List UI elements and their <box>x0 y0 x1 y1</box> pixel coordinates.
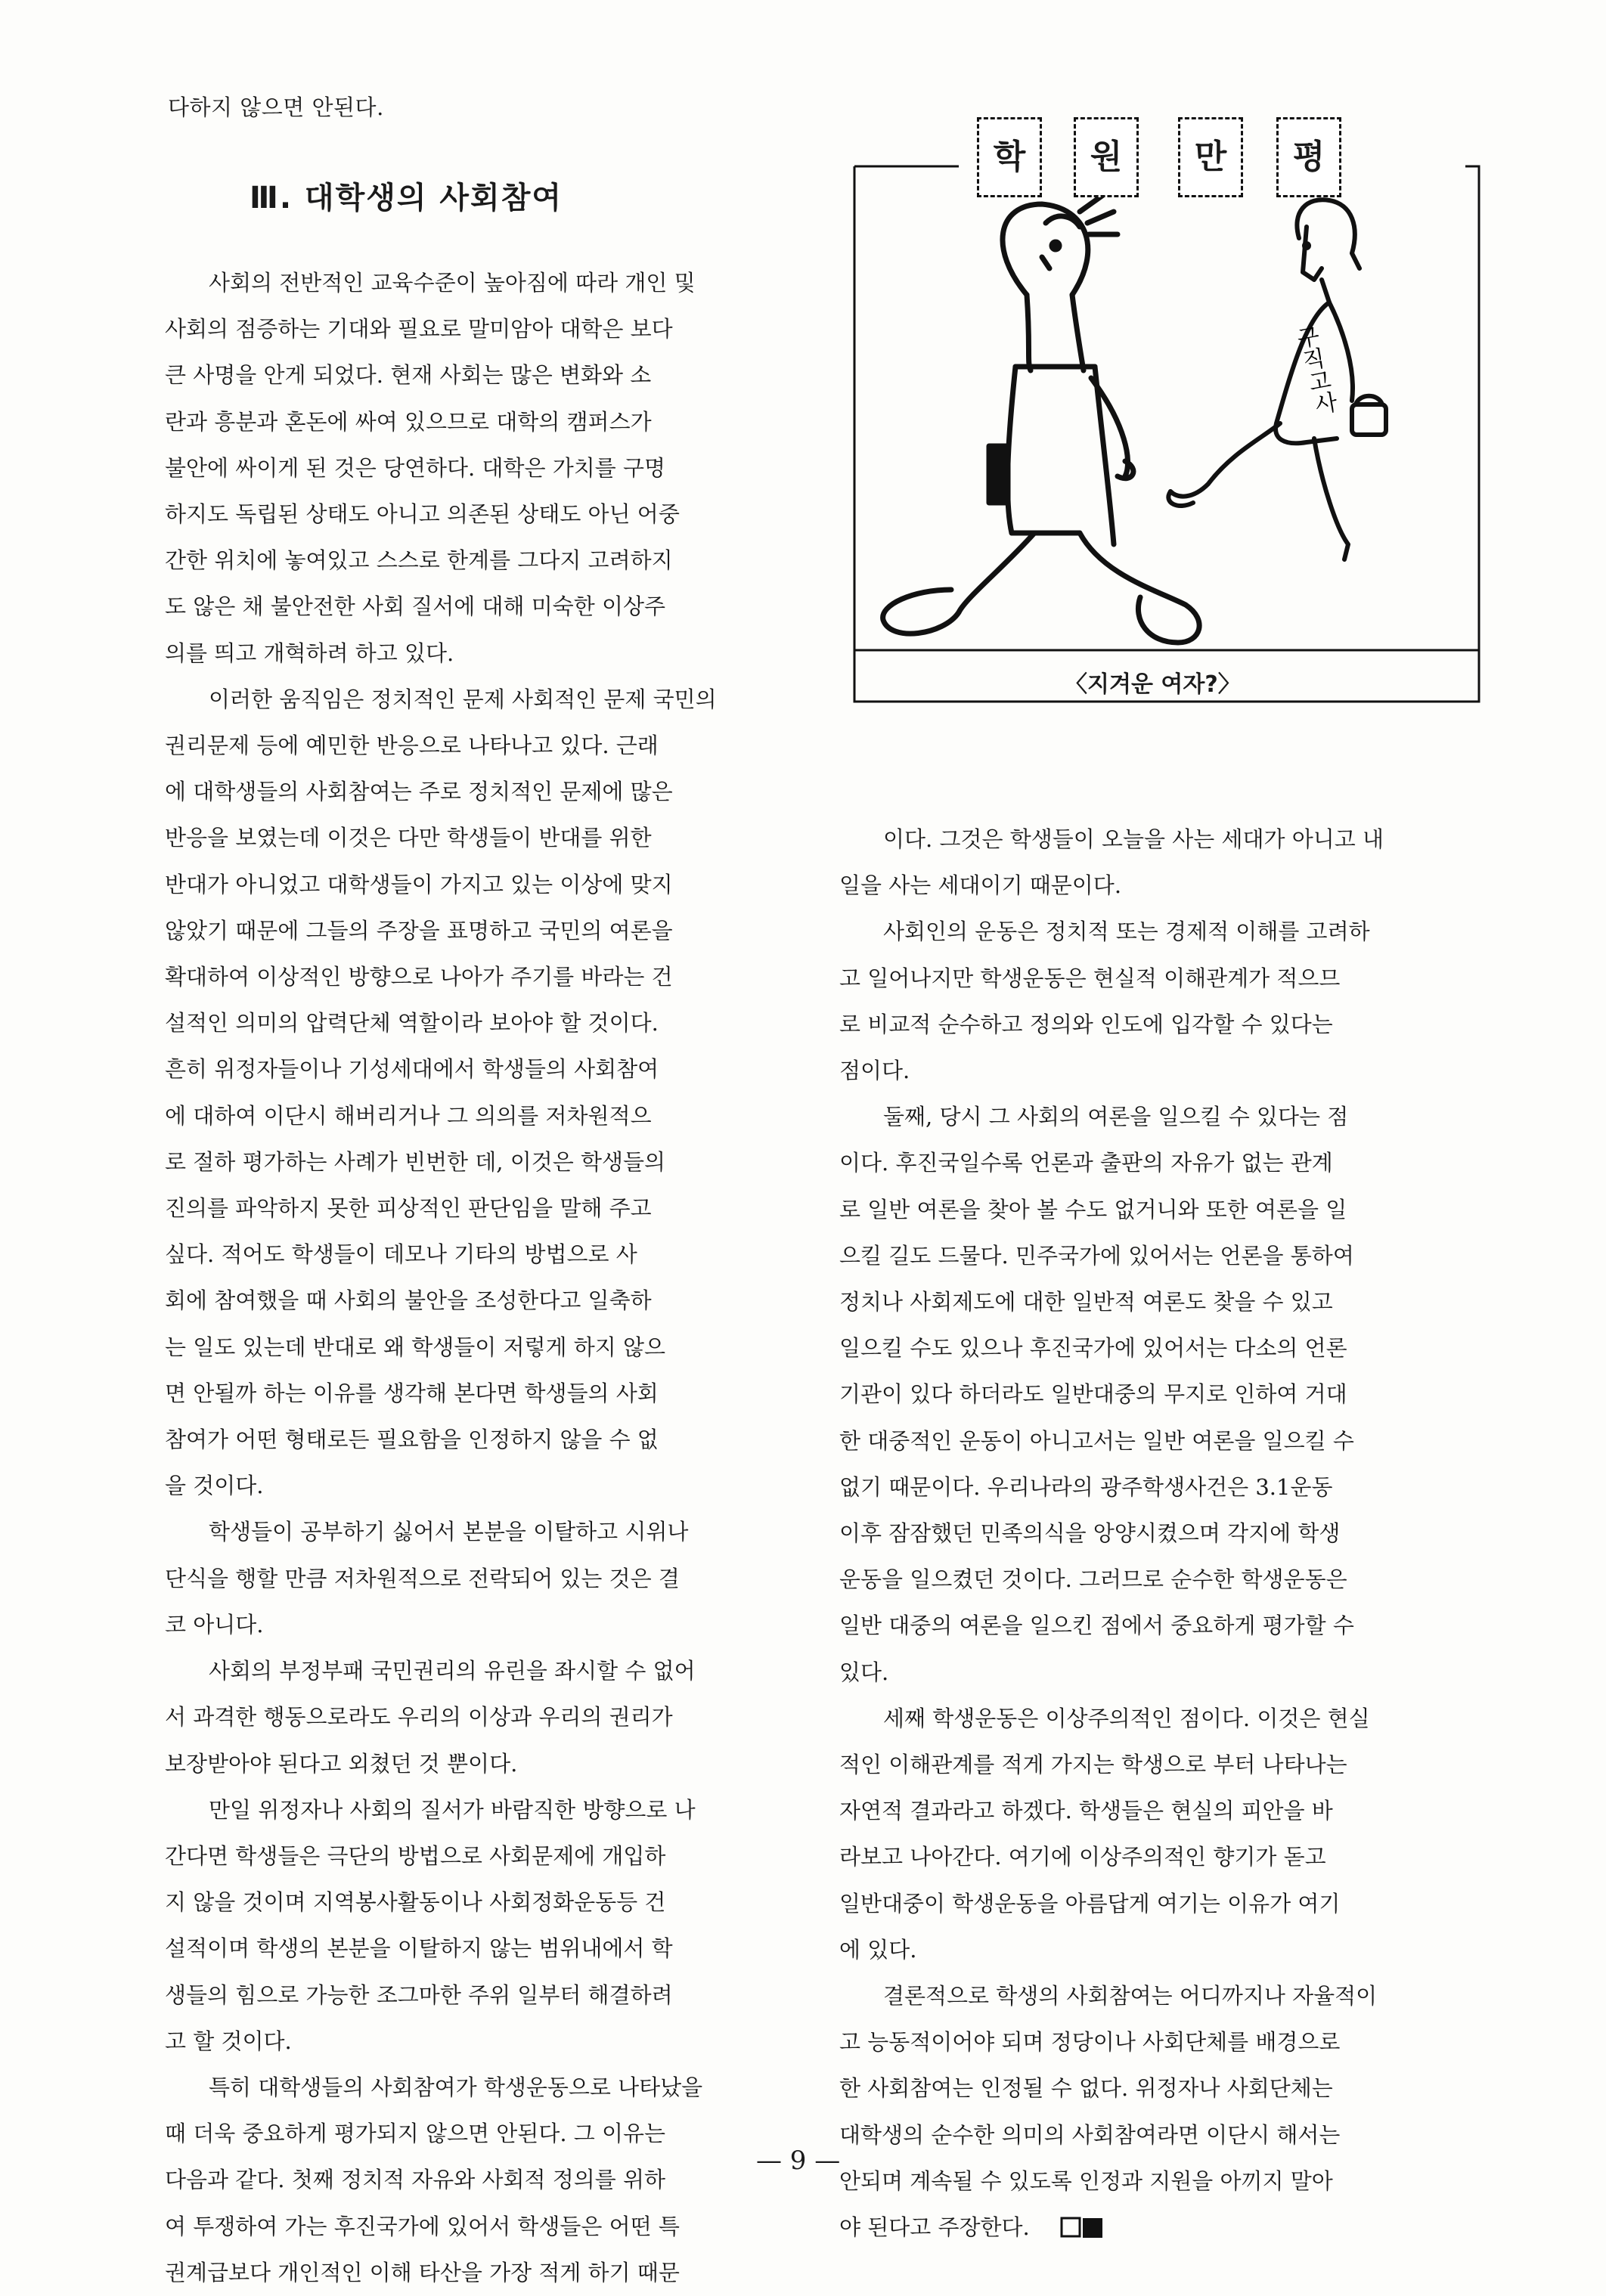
paragraph <box>839 1696 1467 1973</box>
page-number: — 9 — <box>756 2146 841 2176</box>
paragraph <box>165 677 792 1510</box>
paragraph <box>165 1787 792 2065</box>
text-line: 의를 띄고 개혁하려 하고 있다. <box>165 640 454 666</box>
text-line: 싶다. 적어도 학생들이 데모나 기타의 방법으로 사 <box>165 1241 637 1268</box>
text-line: 단식을 행할 만큼 저차원적으로 전락되어 있는 것은 결 <box>165 1565 680 1591</box>
sign-text: 구 직 고 사 <box>1295 323 1340 420</box>
paragraph <box>839 909 1467 1094</box>
paragraph <box>165 2065 792 2296</box>
text-line: 일반대중이 학생운동을 아름답게 여기는 이유가 여기 <box>839 1890 1341 1916</box>
text-line: 둘째, 당시 그 사회의 여론을 일으킬 수 있다는 점 <box>883 1104 1349 1130</box>
text-line: 진의를 파악하지 못한 피상적인 판단임을 말해 주고 <box>165 1195 652 1222</box>
text-line: 다음과 같다. 첫째 정치적 자유와 사회적 정의를 위하 <box>165 2167 666 2193</box>
text-line: 만일 위정자나 사회의 질서가 바람직한 방향으로 나 <box>209 1796 696 1823</box>
text-line: 일으킬 수도 있으나 후진국가에 있어서는 다소의 언론 <box>839 1335 1347 1362</box>
text-line: 한 대중적인 운동이 아니고서는 일반 여론을 일으킬 수 <box>839 1427 1354 1454</box>
text-line: 확대하여 이상적인 방향으로 나아가 주기를 바라는 건 <box>165 964 673 990</box>
text-line: 일을 사는 세대이기 때문이다. <box>839 872 1122 899</box>
text-line: 로 비교적 순수하고 정의와 인도에 입각할 수 있다는 <box>839 1011 1333 1037</box>
text-line: 사회의 부정부패 국민권리의 유린을 좌시할 수 없어 <box>209 1658 696 1684</box>
text-line: 정치나 사회제도에 대한 일반적 여론도 찾을 수 있고 <box>839 1289 1333 1315</box>
text-line: 점이다. <box>839 1058 910 1084</box>
paragraph <box>165 1648 792 1787</box>
header-box-3: 만 <box>1178 117 1243 197</box>
text-line: 서 과격한 행동으로라도 우리의 이상과 우리의 권리가 <box>165 1704 673 1731</box>
text-line: 사회인의 운동은 정치적 또는 경제적 이해를 고려하 <box>883 919 1370 945</box>
cartoon <box>853 121 1480 703</box>
text-line: 결론적으로 학생의 사회참여는 어디까지나 자율적이 <box>883 1983 1378 2009</box>
left-column <box>165 260 792 2296</box>
text-line: 때 더욱 중요하게 평가되지 않으면 안된다. 그 이유는 <box>165 2121 666 2147</box>
continued-text: 다하지 않으면 안된다. <box>168 95 384 120</box>
text-line: 란과 흥분과 혼돈에 싸여 있으므로 대학의 캠퍼스가 <box>165 408 652 435</box>
text-line: 간다면 학생들은 극단의 방법으로 사회문제에 개입하 <box>165 1842 666 1869</box>
text-line: 사회의 전반적인 교육수준이 높아짐에 따라 개인 및 <box>209 270 696 296</box>
text-line: 로 일반 여론을 찾아 볼 수도 없거니와 또한 여론을 일 <box>839 1196 1347 1222</box>
text-line: 반응을 보였는데 이것은 다만 학생들이 반대를 위한 <box>165 825 652 851</box>
paragraph <box>839 1094 1467 1696</box>
text-line: 자연적 결과라고 하겠다. 학생들은 현실의 피안을 바 <box>839 1798 1333 1824</box>
text-line: 한 사회참여는 인정될 수 없다. 위정자나 사회단체는 <box>839 2075 1333 2102</box>
paragraph <box>165 260 792 677</box>
text-line: 일반 대중의 여론을 일으킨 점에서 중요하게 평가할 수 <box>839 1613 1354 1639</box>
text-line: 적인 이해관계를 적게 가지는 학생으로 부터 나타나는 <box>839 1752 1347 1778</box>
text-line: 로 절하 평가하는 사례가 빈번한 데, 이것은 학생들의 <box>165 1148 666 1175</box>
end-mark <box>1030 2205 1105 2251</box>
paragraph <box>839 816 1467 909</box>
text-line: 고 일어나지만 학생운동은 현실적 이해관계가 적으므 <box>839 965 1341 991</box>
text-line: 세째 학생운동은 이상주의적인 점이다. 이것은 현실 <box>883 1705 1370 1731</box>
text-line: 는 일도 있는데 반대로 왜 학생들이 저렇게 하지 않으 <box>165 1334 666 1360</box>
text-line: 회에 참여했을 때 사회의 불안을 조성한다고 일축하 <box>165 1287 652 1314</box>
text-line: 고 능동적이어야 되며 정당이나 사회단체를 배경으로 <box>839 2029 1341 2056</box>
header-box-2: 원 <box>1074 117 1139 197</box>
text-line: 이후 잠잠했던 민족의식을 앙양시켰으며 각지에 학생 <box>839 1520 1341 1547</box>
cartoon-caption: 〈지겨운 여자?〉 <box>1065 671 1241 698</box>
text-line: 있다. <box>839 1659 889 1685</box>
text-line: 설적인 의미의 압력단체 역할이라 보아야 할 것이다. <box>165 1010 659 1036</box>
paragraph <box>839 1973 1467 2251</box>
text-line: 권리문제 등에 예민한 반응으로 나타나고 있다. 근래 <box>165 733 659 759</box>
text-line: 없기 때문이다. 우리나라의 광주학생사건은 3.1운동 <box>839 1473 1333 1500</box>
text-line: 이러한 움직임은 정치적인 문제 사회적인 문제 국민의 <box>209 686 717 712</box>
text-line: 에 대학생들의 사회참여는 주로 정치적인 문제에 많은 <box>165 779 673 805</box>
text-line: 지 않을 것이며 지역봉사활동이나 사회정화운동등 건 <box>165 1889 666 1916</box>
text-line: 라보고 나아간다. 여기에 이상주의적인 향기가 돋고 <box>839 1844 1326 1870</box>
section-title: Ⅲ. 대학생의 사회참여 <box>250 181 563 215</box>
text-line: 으킬 길도 드물다. 민주국가에 있어서는 언론을 통하여 <box>839 1242 1354 1269</box>
text-line: 설적이며 학생의 본분을 이탈하지 않는 범위내에서 학 <box>165 1935 673 1962</box>
text-line: 흔히 위정자들이나 기성세대에서 학생들의 사회참여 <box>165 1056 659 1083</box>
header-box-1: 학 <box>977 117 1042 197</box>
text-line: 도 않은 채 불안전한 사회 질서에 대해 미숙한 이상주 <box>165 593 666 620</box>
paragraph <box>165 1509 792 1648</box>
right-column <box>839 816 1467 2251</box>
header-box-4: 평 <box>1276 117 1341 197</box>
text-line: 불안에 싸이게 된 것은 당연하다. 대학은 가치를 구명 <box>165 454 666 481</box>
cartoon-drawing <box>853 121 1480 703</box>
text-line: 간한 위치에 놓여있고 스스로 한계를 그다지 고려하지 <box>165 547 673 574</box>
text-line: 보장받아야 된다고 외쳤던 것 뿐이다. <box>165 1750 518 1777</box>
text-line: 운동을 일으켰던 것이다. 그러므로 순수한 학생운동은 <box>839 1566 1347 1593</box>
text-line: 이다. 후진국일수록 언론과 출판의 자유가 없는 관계 <box>839 1150 1333 1176</box>
text-line: 참여가 어떤 형태로든 필요함을 인정하지 않을 수 없 <box>165 1427 659 1453</box>
text-line: 사회의 점증하는 기대와 필요로 말미암아 대학은 보다 <box>165 316 673 342</box>
text-line: 에 있다. <box>839 1936 917 1963</box>
text-line: 코 아니다. <box>165 1611 264 1638</box>
text-line: 이다. 그것은 학생들이 오늘을 사는 세대가 아니고 내 <box>883 826 1384 852</box>
text-line: 야 된다고 주장한다. <box>839 2205 1467 2251</box>
text-line: 에 대하여 이단시 해버리거나 그 의의를 저차원적으 <box>165 1102 652 1129</box>
text-line: 안되며 계속될 수 있도록 인정과 지원을 아끼지 말아 <box>839 2167 1333 2194</box>
text-line: 하지도 독립된 상태도 아니고 의존된 상태도 아닌 어중 <box>165 501 680 528</box>
text-line: 특히 대학생들의 사회참여가 학생운동으로 나타났을 <box>209 2074 703 2100</box>
text-line: 을 것이다. <box>165 1473 264 1499</box>
text-line: 생들의 힘으로 가능한 조그마한 주위 일부터 해결하려 <box>165 1982 673 2008</box>
text-line: 대학생의 순수한 의미의 사회참여라면 이단시 해서는 <box>839 2121 1341 2148</box>
text-line: 않았기 때문에 그들의 주장을 표명하고 국민의 여론을 <box>165 917 673 943</box>
text-line: 여 투쟁하여 가는 후진국가에 있어서 학생들은 어떤 특 <box>165 2213 680 2239</box>
text-line: 반대가 아니었고 대학생들이 가지고 있는 이상에 맞지 <box>165 871 673 897</box>
text-line: 권계급보다 개인적인 이해 타산을 가장 적게 하기 때문 <box>165 2259 680 2285</box>
text-line: 기관이 있다 하더라도 일반대중의 무지로 인하여 거대 <box>839 1381 1347 1408</box>
text-line: 고 할 것이다. <box>165 2028 292 2054</box>
text-line: 면 안될까 하는 이유를 생각해 본다면 학생들의 사회 <box>165 1380 659 1406</box>
text-line: 큰 사명을 안게 되었다. 현재 사회는 많은 변화와 소 <box>165 362 652 389</box>
text-line: 학생들이 공부하기 싫어서 본분을 이탈하고 시위나 <box>209 1519 689 1545</box>
